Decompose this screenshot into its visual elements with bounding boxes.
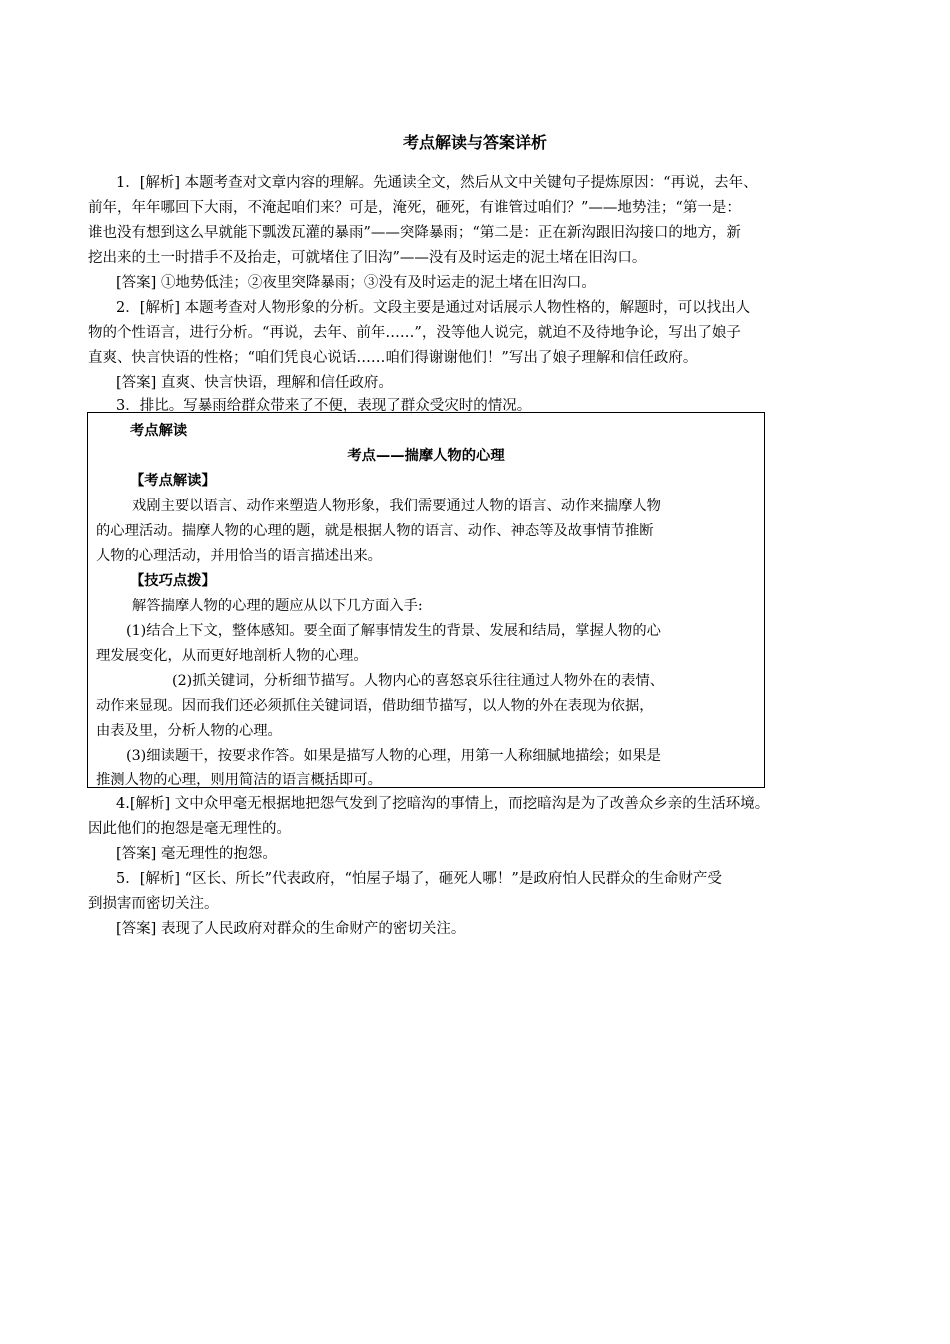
q1-analysis-text-1: 本题考查对文章内容的理解。先通读全文，然后从文中关键句子提炼原因：“再说，去年、 [184, 175, 758, 191]
section-title-tips: 【技巧点拨】 [130, 573, 216, 589]
sec1-line1: 戏剧主要以语言、动作来塑造人物形象，我们需要通过人物的语言、动作来揣摩人物 [132, 498, 661, 514]
q1-analysis-text-3: 谁也没有想到这么早就能下瓢泼瓦灌的暴雨”——突降暴雨；“第二是：正在新沟跟旧沟接口的地方，新 [88, 225, 741, 241]
q5-answer-text: 表现了人民政府对群众的生命财产的密切关注。 [160, 921, 466, 937]
section-title-analysis: 【考点解读】 [130, 473, 216, 489]
q2-answer-text: 直爽、快言快语，理解和信任政府。 [160, 375, 393, 391]
q2-analysis-tag: [解析] [139, 300, 181, 316]
q2-analysis-text-3: 直爽、快言快语的性格；“咱们凭良心说话……咱们得谢谢他们！”写出了娘子理解和信任政府。 [88, 350, 698, 366]
q1-analysis-tag: [解析] [139, 175, 181, 191]
tip2-line1: (2)抓关键词，分析细节描写。人物内心的喜怒哀乐往往通过人物外在的表情、 [172, 673, 665, 689]
q2-answer-tag: [答案] [116, 375, 157, 391]
q5-number: 5． [116, 871, 140, 887]
q4-analysis-text-2: 因此他们的抱怨是毫无理性的。 [88, 821, 291, 837]
q2-line1 [116, 296, 750, 322]
q1-number: 1． [116, 175, 140, 191]
box-heading: 考点解读 [130, 423, 188, 439]
q2-answer [116, 371, 393, 397]
tips-intro: 解答揣摩人物的心理的题应从以下几方面入手: [132, 598, 423, 614]
q5-answer [116, 917, 465, 943]
q2-analysis-text-1: 本题考查对人物形象的分析。文段主要是通过对话展示人物性格的，解题时，可以找出人 [184, 300, 751, 316]
tip2-line3: 由表及里，分析人物的心理。 [96, 723, 282, 739]
q5-line1 [116, 867, 722, 893]
q1-answer-text: ①地势低洼；②夜里突降暴雨；③没有及时运走的泥土堵在旧沟口。 [160, 275, 596, 291]
q5-answer-tag: [答案] [116, 921, 157, 937]
q5-analysis-text-1: “区长、所长”代表政府，“怕屋子塌了，砸死人哪！”是政府怕人民群众的生命财产受 [184, 871, 722, 887]
q4-answer-tag: [答案] [116, 846, 157, 862]
q5-analysis-text-2: 到损害而密切关注。 [88, 896, 219, 912]
sec1-line2: 的心理活动。揣摩人物的心理的题，就是根据人物的语言、动作、神态等及故事情节推断 [96, 523, 654, 539]
q5-analysis-tag: [解析] [139, 871, 181, 887]
tip3-line1: (3)细读题干，按要求作答。如果是描写人物的心理，用第一人称细腻地描绘；如果是 [126, 748, 661, 764]
q3-text: 3．排比。写暴雨给群众带来了不便，表现了群众受灾时的情况。 [116, 398, 532, 414]
q2-number: 2． [116, 300, 140, 316]
q1-answer-tag: [答案] [116, 275, 157, 291]
q1-analysis-text-2: 前年，年年哪回下大雨，不淹起咱们来？可是，淹死，砸死，有谁管过咱们？”——地势洼；“第一是： [88, 200, 741, 216]
q4-number: 4. [116, 796, 130, 812]
q2-analysis-text-2: 物的个性语言，进行分析。“再说，去年、前年……”，没等他人说完，就迫不及待地争论，写出了娘子 [88, 325, 741, 341]
sec1-line3: 人物的心理活动，并用恰当的语言描述出来。 [96, 548, 382, 564]
q4-analysis-text-1: 文中众甲毫无根据地把怨气发到了挖暗沟的事情上，而挖暗沟是为了改善众乡亲的生活环境。 [174, 796, 770, 812]
tip2-line2: 动作来显现。因而我们还必须抓住关键词语，借助细节描写，以人物的外在表现为依据， [96, 698, 654, 714]
q1-answer [116, 271, 596, 297]
tip1-line2: 理发展变化，从而更好地剖析人物的心理。 [96, 648, 368, 664]
q1-line1 [116, 171, 758, 197]
box-subtitle: 考点——揣摩人物的心理 [347, 448, 505, 464]
key-point-box [87, 412, 765, 788]
q4-answer [116, 842, 277, 868]
q4-answer-text: 毫无理性的抱怨。 [160, 846, 277, 862]
tip3-line2: 推测人物的心理，则用简洁的语言概括即可。 [96, 772, 382, 788]
q1-analysis-text-4: 挖出来的土一时措手不及抬走，可就堵住了旧沟”——没有及时运走的泥土堵在旧沟口。 [88, 250, 647, 266]
tip1-line1: (1)结合上下文，整体感知。要全面了解事情发生的背景、发展和结局，掌握人物的心 [126, 623, 661, 639]
page-title: 考点解读与答案详析 [402, 133, 547, 152]
q4-analysis-tag: [解析] [129, 796, 171, 812]
q4-line1 [116, 792, 769, 818]
